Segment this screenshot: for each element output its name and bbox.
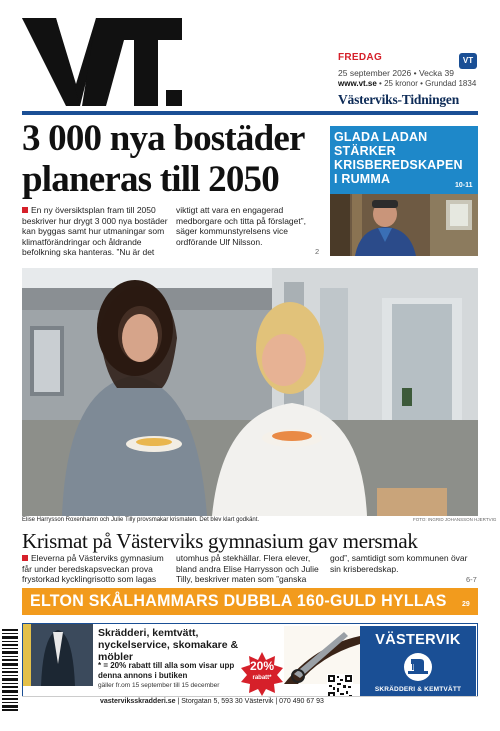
second-story-col2: utomhus på stekhällar. Flera elever, bland andra Elise Harrysson och Julie Tilly, beskriver maten som ”ganska (176, 553, 319, 584)
main-photo[interactable] (22, 268, 478, 516)
second-story-col1 (22, 553, 172, 585)
issue-date: 25 september 2026 • Vecka 39 (338, 68, 454, 78)
ad-brand-subtitle: SKRÄDDERI & KEMTVÄTT (374, 686, 462, 693)
ad-offer-text: * = 20% rabatt till alla som visar upp denna annons i butiken (98, 661, 235, 680)
vt-logo[interactable] (22, 18, 182, 110)
paper-name: Västerviks-Tidningen (338, 92, 460, 107)
bullet-icon (22, 555, 28, 561)
price-founded: • 25 kronor • Grundad 1834 (376, 79, 477, 88)
second-story-headline[interactable]: Krismat på Västerviks gymnasium gav mersmak (22, 529, 418, 553)
barcode-icon (2, 629, 18, 711)
website-link[interactable]: www.vt.se (338, 79, 377, 88)
bullet-icon (22, 207, 28, 213)
mannequin-photo (23, 624, 93, 686)
issue-day: FREDAG (338, 52, 383, 63)
masthead-rule (22, 111, 478, 115)
photo-caption: Elise Harrysson Roxenhamn och Julie Tilly provsmakar krismaten. Det blev klart godkänt. (22, 517, 260, 523)
promo-page-ref: 10-11 (455, 182, 473, 189)
discount-label: rabatt* (252, 675, 272, 681)
ad-website-link[interactable]: vasterviksskradderi.se (100, 698, 176, 705)
ad-services-title: Skrädderi, kemtvätt, nyckelservice, skomakare & möbler (98, 627, 239, 663)
promo-headline[interactable]: GLADA LADAN STÄRKER KRISBEREDSKAPEN I RUMMA (334, 130, 463, 186)
top-story-headline[interactable]: 3 000 nya bostäder planeras till 2050 (22, 118, 304, 200)
ad-contact-line (100, 698, 324, 705)
top-story-page-ref: 2 (315, 247, 320, 256)
sports-teaser-text[interactable]: ELTON SKÅLHAMMARS DUBBLA 160-GULD HYLLAS (30, 591, 447, 610)
ad-address-phone: | Storgatan 5, 593 30 Västervik | 070 490 67 93 (175, 698, 324, 705)
vt-badge-icon[interactable]: VT (459, 53, 477, 69)
promo-photo-farmer[interactable] (330, 194, 478, 256)
ad-brand-name: VÄSTERVIK (375, 632, 461, 648)
photo-credit: FOTO: INGRID JOHANSSON HJERTVIG (413, 517, 497, 522)
second-story-col3: god”, samtidigt som kommunen övar sin krisberedskap. (330, 553, 468, 574)
ad-validity-period: gäller fr.om 15 september till 15 december (98, 682, 220, 689)
sports-teaser-page-ref: 29 (462, 601, 470, 608)
top-story-lead-col1 (22, 205, 170, 258)
second-story-text-1: Eleverna på Västerviks gymnasium får under beredskapsveckan prova frystorkad kycklingrisotto som lagas (22, 553, 164, 584)
second-story-page-ref: 6-7 (466, 575, 477, 584)
lead-text-1: En ny översiktsplan fram till 2050 beskriver hur drygt 3 000 nya bostäder kan byggas samt hur utmaningar som klimatförändringar och åldrande befolkning ska hanteras. ”Nu är det (22, 205, 168, 257)
issue-meta (338, 79, 476, 88)
top-story-lead-col2: viktigt att vara en engagerad medborgare och titta på förslaget”, säger kommunstyrelsens vice ordförande Ulf Nilsson. (176, 205, 306, 247)
sewing-machine-icon (402, 652, 434, 682)
discount-percent: 20% (249, 659, 275, 673)
